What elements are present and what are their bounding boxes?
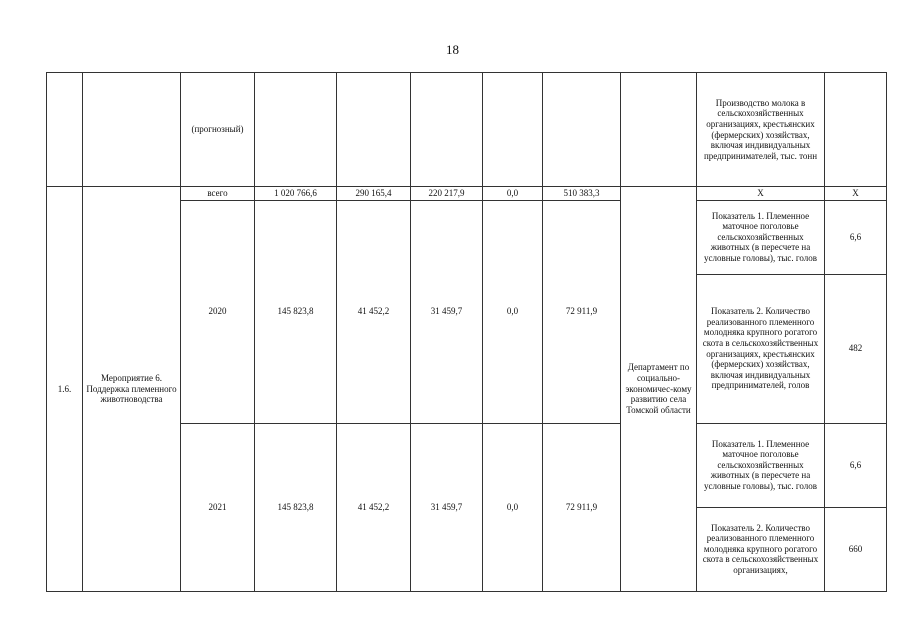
activity-name-cell	[83, 73, 181, 187]
regional-cell: 31 459,7	[411, 200, 483, 423]
indicator-value-cell: Х	[825, 187, 887, 201]
source-cell: всего	[181, 187, 255, 201]
federal-cell: 41 452,2	[337, 423, 411, 591]
indicator-cell: Производство молока в сельскохозяйственных организациях, крестьянских (фермерских) хозяйствах, включая индивидуальных предпринимателей, тыс. тонн	[697, 73, 825, 187]
local-cell: 0,0	[483, 187, 543, 201]
executor-cell	[621, 73, 697, 187]
program-table	[46, 72, 887, 592]
total-cell: 1 020 766,6	[255, 187, 337, 201]
total-cell: 145 823,8	[255, 200, 337, 423]
federal-cell: 41 452,2	[337, 200, 411, 423]
indicator-value-cell: 482	[825, 274, 887, 423]
indicator-cell: Х	[697, 187, 825, 201]
regional-cell	[411, 73, 483, 187]
local-cell	[483, 73, 543, 187]
number-cell	[47, 73, 83, 187]
year-cell: 2021	[181, 423, 255, 591]
indicator-cell: Показатель 2. Количество реализованного племенного молодняка крупного рогатого скота в сельскохозяйственных организациях,	[697, 507, 825, 591]
extra-cell: 72 911,9	[543, 200, 621, 423]
executor-cell	[621, 187, 697, 592]
total-cell	[255, 73, 337, 187]
indicator-value-cell: 660	[825, 507, 887, 591]
indicator-value-cell: 6,6	[825, 200, 887, 274]
indicator-value-cell	[825, 73, 887, 187]
extra-cell: 72 911,9	[543, 423, 621, 591]
local-cell: 0,0	[483, 200, 543, 423]
indicator-cell: Показатель 2. Количество реализованного племенного молодняка крупного рогатого скота в сельскохозяйственных организациях, крестьянских (фермерских) хозяйствах, включая индивидуальных предпринимателей, голов	[697, 274, 825, 423]
year-cell: 2020	[181, 200, 255, 423]
federal-cell	[337, 73, 411, 187]
executor-text: Департамент по социально-экономичес-кому развитию села Томской области	[625, 362, 692, 415]
regional-cell: 31 459,7	[411, 423, 483, 591]
local-cell: 0,0	[483, 423, 543, 591]
total-cell: 145 823,8	[255, 423, 337, 591]
regional-cell: 220 217,9	[411, 187, 483, 201]
indicator-cell: Показатель 1. Племенное маточное поголовье сельскохозяйственных животных (в пересчете на условные головы), тыс. голов	[697, 423, 825, 507]
extra-cell	[543, 73, 621, 187]
activity-number-cell: 1.6.	[47, 187, 83, 592]
activity-name-cell: Мероприятие 6. Поддержка племенного животноводства	[83, 187, 181, 592]
indicator-cell: Показатель 1. Племенное маточное поголовье сельскохозяйственных животных (в пересчете на условные головы), тыс. голов	[697, 200, 825, 274]
indicator-value-cell: 6,6	[825, 423, 887, 507]
source-cell: (прогнозный)	[181, 73, 255, 187]
table-row	[47, 187, 887, 201]
table-row	[47, 73, 887, 187]
extra-cell: 510 383,3	[543, 187, 621, 201]
federal-cell: 290 165,4	[337, 187, 411, 201]
page-number: 18	[446, 42, 459, 57]
